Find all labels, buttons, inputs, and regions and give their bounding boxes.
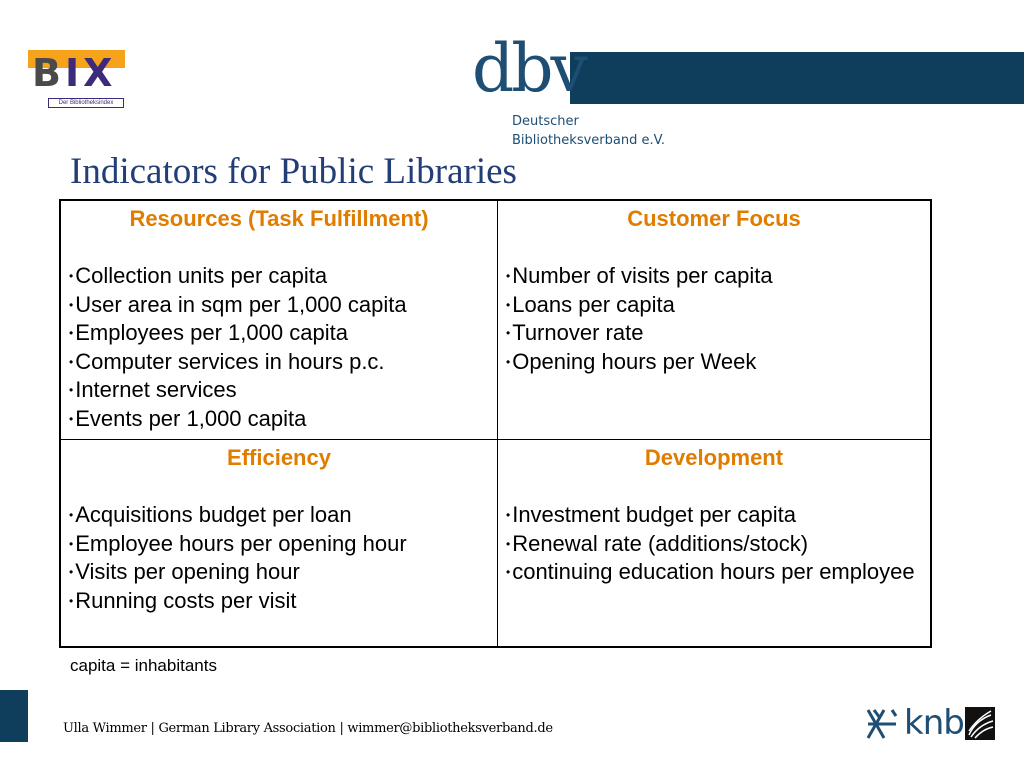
- cell-heading: Customer Focus: [627, 206, 801, 231]
- list-item: •Acquisitions budget per loan: [69, 502, 352, 527]
- list-item: •Loans per capita: [506, 291, 675, 317]
- dbv-name-line2: Bibliotheksverband e.V.: [512, 133, 665, 148]
- list-item: •Collection units per capita: [69, 263, 328, 288]
- cell-development: [498, 444, 930, 587]
- bullet-icon: •: [69, 383, 74, 397]
- footnote: capita = inhabitants: [70, 656, 217, 675]
- dbv-header-bar: [570, 52, 1024, 104]
- list-item: •Employees per 1,000 capita: [69, 320, 348, 345]
- bullet-icon: •: [506, 354, 511, 369]
- bullet-icon: •: [69, 326, 74, 340]
- list-item: •User area in sqm per 1,000 capita: [69, 291, 407, 317]
- list-item: •Employee hours per opening hour: [69, 530, 407, 556]
- list-item: •Investment budget per capita: [506, 502, 796, 527]
- bullet-icon: •: [506, 326, 511, 340]
- knb-logo-word: knb: [904, 703, 964, 743]
- cell-customer-focus: [498, 205, 930, 376]
- list-item: •Running costs per visit: [69, 587, 297, 613]
- bullet-icon: •: [506, 269, 511, 283]
- list-item: •Internet services: [69, 377, 237, 402]
- bullet-icon: •: [69, 297, 74, 312]
- partner-logo-icon: [965, 707, 995, 740]
- cell-efficiency: [61, 444, 497, 615]
- bullet-icon: •: [69, 411, 74, 426]
- bullet-icon: •: [69, 536, 74, 551]
- cell-heading: Development: [644, 445, 784, 470]
- list-item: •Computer services in hours p.c.: [69, 348, 385, 374]
- bullet-icon: •: [69, 269, 74, 283]
- indicator-list: [69, 262, 489, 433]
- page-title: Indicators for Public Libraries: [70, 151, 517, 192]
- list-item: •Turnover rate: [506, 320, 644, 345]
- indicator-list: [69, 501, 489, 615]
- dbv-logo-name: [512, 112, 665, 150]
- bullet-icon: •: [69, 508, 74, 522]
- footer-accent-bar: [0, 690, 28, 742]
- bix-logo-word: BIX: [32, 51, 117, 95]
- dbv-name-line1: Deutscher: [512, 114, 579, 129]
- list-item: •Visits per opening hour: [69, 559, 300, 584]
- bullet-icon: •: [506, 536, 511, 551]
- bix-logo: [28, 50, 125, 108]
- list-item: •Number of visits per capita: [506, 263, 773, 288]
- cell-heading: Efficiency: [227, 445, 331, 470]
- bullet-icon: •: [506, 508, 511, 522]
- table-horizontal-divider: [61, 439, 930, 440]
- list-item: •Opening hours per Week: [506, 348, 757, 374]
- indicator-table: [59, 199, 932, 648]
- bix-logo-subtitle: Der Bibliotheksindex: [48, 98, 124, 108]
- bullet-icon: •: [506, 297, 511, 312]
- footer-credit: Ulla Wimmer | German Library Association | wimmer@bibliotheksverband.de: [63, 721, 553, 736]
- bullet-icon: •: [69, 565, 74, 579]
- list-item: •Renewal rate (additions/stock): [506, 530, 809, 556]
- bullet-icon: •: [69, 354, 74, 369]
- indicator-list: [506, 501, 922, 587]
- bullet-icon: •: [506, 565, 511, 579]
- bullet-icon: •: [69, 593, 74, 608]
- cell-resources: [61, 205, 497, 433]
- dbv-logo-word: dbv: [472, 30, 585, 107]
- indicator-list: [506, 262, 922, 376]
- list-item: •continuing education hours per employee: [506, 559, 915, 584]
- cell-heading: Resources (Task Fulfillment): [129, 206, 429, 231]
- list-item: •Events per 1,000 capita: [69, 405, 307, 431]
